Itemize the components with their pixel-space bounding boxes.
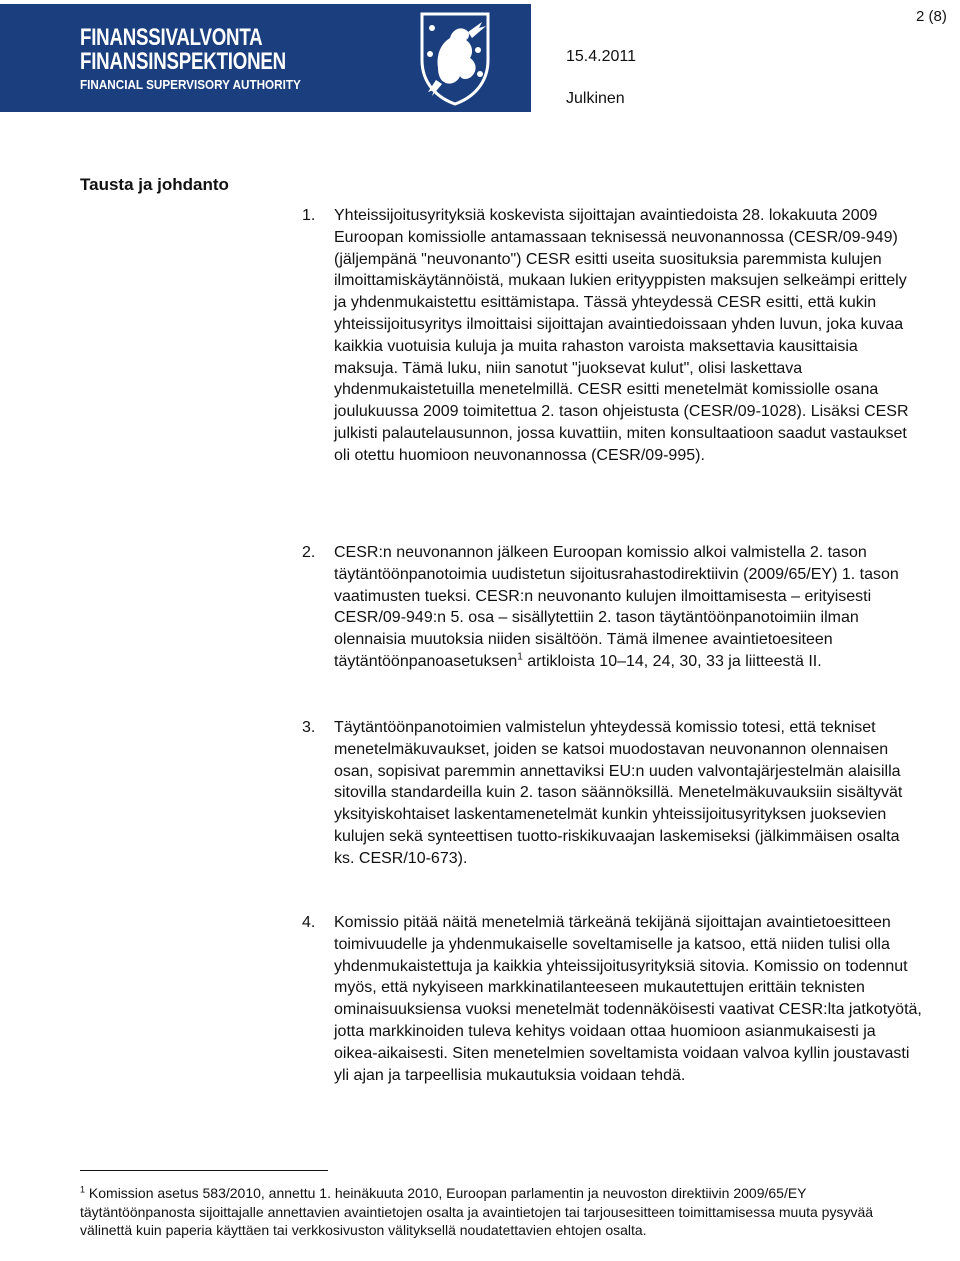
logo-name-swedish: FINANSINSPEKTIONEN — [80, 48, 286, 75]
logo-name-english: FINANCIAL SUPERVISORY AUTHORITY — [80, 77, 301, 92]
footnote-text: Komission asetus 583/2010, annettu 1. heinäkuuta 2010, Euroopan parlamentin ja neuvoston direktiivin 2009/65/EY täytäntöönpanosta sijoittajalle annettavien avaintietojen osalta ja avaintietojen tai tarjousesitteen toimittamisessa muuta pysyvää välinettä kuin paperia käyttäen tai verkkosivuston välityksellä noudatettavien ehtojen osalta. — [80, 1185, 874, 1239]
document-date: 15.4.2011 — [566, 48, 636, 65]
logo-name-finnish: FINANSSIVALVONTA — [80, 24, 263, 51]
paragraph-text: Komissio pitää näitä menetelmiä tärkeänä tekijänä sijoittajan avaintietoesitteen toimivuudelle ja yhdenmukaiselle soveltamiselle ja katsoo, että niiden tulisi olla yhdenmukaistettuja ja kaikkia yhteissijoitusyrityksiä sitovia. Komissio on todennut myös, että nykyiseen markkinatilanteeseen mukautettujen erittäin teknisten ominaisuuksiensa vuoksi menetelmät todennäköisesti vaativat CESR:lta jatkotyötä, jotta markkinoiden tuleva kehitys voidaan ottaa huomioon asianmukaisesti ja oikea-aikaisesti. Siten menetelmien soveltamista voidaan valvoa kyllin joustavasti yli ajan ja tarpeellisia mukautuksia voidaan tehdä. — [334, 914, 922, 1084]
footnote-number: 1 — [80, 1184, 86, 1195]
numbered-paragraph-4 — [302, 912, 922, 1086]
paragraph-number: 4. — [302, 914, 316, 931]
paragraph-text-part: CESR:n neuvonannon jälkeen Euroopan komissio alkoi valmistella 2. tason täytäntöönpanotoimia uudistetun sijoitusrahastodirektiivin (2009/65/EY) 1. tason vaatimusten tueksi. CESR:n neuvonanto kulujen ilmoittamisesta – erityisesti CESR/09-949:n 5. osa – sisällytettiin 2. tason täytäntöönpanotoimiin ilman olennaisia muutoksia niiden sisältöön. Tämä ilmenee avaintietoesiteen täytäntöönpanoasetuksen — [334, 544, 899, 670]
paragraph-text-part: artikloista 10–14, 24, 30, 33 ja liitteestä II. — [522, 652, 822, 670]
paragraph-text: Täytäntöönpanotoimien valmistelun yhteydessä komissio totesi, että tekniset menetelmäkuvaukset, joiden se katsoi muodostavan neuvonannon olennaisen osan, sopisivat paremmin annettaviksi EU:n uuden valvontajärjestelmän alaisilla sitovilla standardeilla kuin 2. tason säännöksillä. Menetelmäkuvauksiin sisältyvät yksityiskohtaiset laskentamenetelmät kunkin yhteissijoitusyrityksen juoksevien kulujen sekä synteettisen tuotto-riskikuvaajan laskemiseksi (jälkimmäisen osalta ks. CESR/10-673). — [334, 719, 903, 867]
paragraph-text: Yhteissijoitusyrityksiä koskevista sijoittajan avaintiedoista 28. lokakuuta 2009 Euroopan komissiolle antamassaan teknisessä neuvonannossa (CESR/09-949) (jäljempänä "neuvonanto") CESR esitti useita suosituksia paremmista kulujen ilmoittamiskäytännöistä, mukaan lukien erityyppisten maksujen selkeämpi erittely ja yhdenmukaistettu esittämistapa. Tässä yhteydessä CESR esitti, että kukin yhteissijoitusyritys ilmoittaisi sijoittajan avaintiedoissaan yhden luvun, joka kuvaa kaikkia vuotuisia kuluja ja muita rahaston varoista maksettavia kausittaisia maksuja. Tämä luku, niin sanotut "juoksevat kulut", olisi laskettava yhdenmukaistetuilla menetelmillä. CESR esitti menetelmät komissiolle osana joulukuussa 2009 toimitettua 2. tason ohjeistusta (CESR/09-1028). Lisäksi CESR julkisti palautelausunnon, jossa kuvattiin, miten konsultaatioon saadut vastaukset oli otettu huomioon neuvonannossa (CESR/09-995). — [334, 207, 909, 464]
footnote-separator — [80, 1170, 328, 1171]
footnote-reference: 1 — [517, 651, 523, 663]
numbered-paragraph-3 — [302, 717, 922, 870]
paragraph-text — [334, 542, 922, 673]
logo-banner — [0, 4, 531, 112]
page-number: 2 (8) — [916, 8, 947, 25]
logo-wordmark — [80, 26, 380, 93]
paragraph-number: 1. — [302, 207, 316, 224]
numbered-paragraph-2 — [302, 542, 922, 673]
numbered-paragraph-1 — [302, 205, 922, 467]
heraldic-lion-icon — [416, 10, 494, 106]
section-title: Tausta ja johdanto — [80, 175, 229, 194]
paragraph-number: 3. — [302, 719, 316, 736]
paragraph-number: 2. — [302, 544, 316, 561]
document-classification: Julkinen — [566, 90, 625, 107]
footnote — [80, 1184, 925, 1240]
